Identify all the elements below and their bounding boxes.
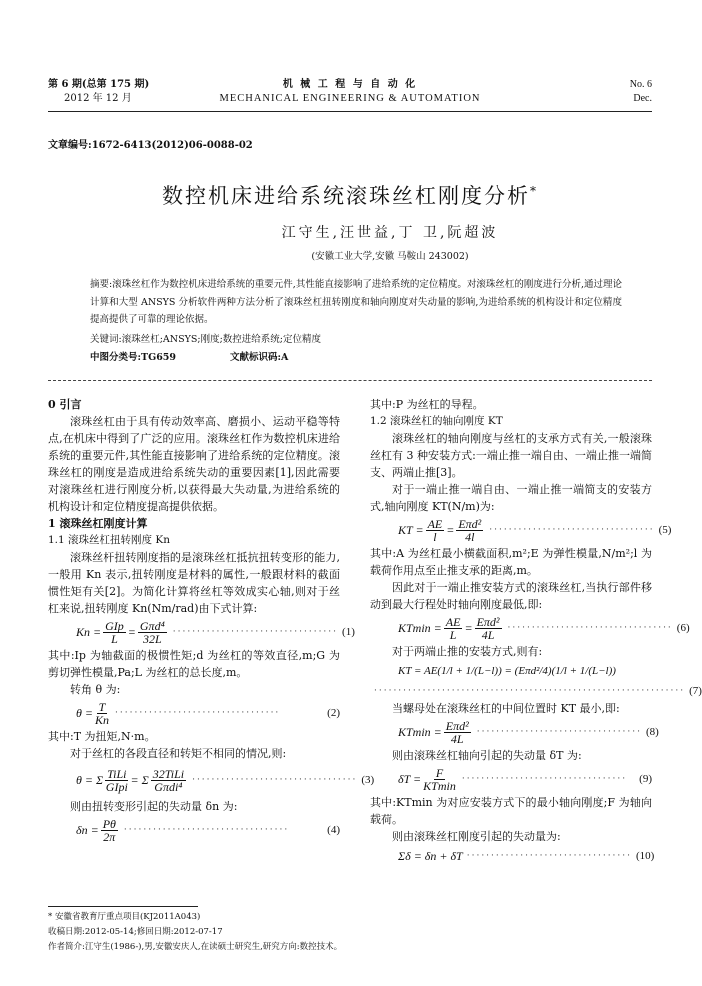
- received-dates: 收稿日期:2012-05-14;修回日期:2012-07-17: [48, 927, 223, 937]
- title-text: 数控机床进给系统滚珠丝杠刚度分析: [162, 184, 530, 208]
- fraction: [105, 768, 128, 793]
- fraction: [444, 720, 471, 745]
- paragraph: 其中:A 为丝杠最小横截面积,m²;E 为弹性模量,N/m²;l 为载荷作用点至止推支承的距离,m。: [370, 547, 652, 577]
- issue-info-en: [630, 78, 652, 106]
- clc-number: 中图分类号:TG659: [90, 352, 177, 363]
- numerator: T: [98, 699, 106, 714]
- footnote-rule: [48, 906, 198, 907]
- affiliation: (安徽工业大学,安徽 马鞍山 243002): [311, 251, 469, 262]
- page-title: [0, 180, 700, 210]
- fraction: [151, 768, 186, 793]
- equation-2: θ = $\frac{T}{Kn}$ ·································· (2): [76, 699, 340, 727]
- authors: 江守生,汪世益,丁 卫,阮超波: [281, 225, 499, 241]
- numerator: TiLi: [107, 766, 127, 781]
- document-code: 文献标识码:A: [230, 352, 289, 363]
- funding-note: * 安徽省教育厅重点项目(KJ2011A043): [48, 912, 201, 922]
- paragraph: 滚珠丝杆扭转刚度指的是滚珠丝杠抵抗扭转变形的能力,一般用 Kn 表示,扭转刚度是材料的属性,一般跟材料的截面惯性矩有关[2]。为简化计算将丝杠等效成实心轴,则对于丝杠来说,扭转刚度 Kn(Nm/rad)由下式计算:: [48, 551, 340, 615]
- eq-lhs: δn =: [76, 822, 99, 837]
- equation-7: [370, 660, 652, 682]
- numerator: F: [435, 765, 444, 780]
- equation-number: (1): [342, 625, 355, 638]
- equation-number: (5): [658, 523, 672, 536]
- equation-number: (2): [327, 706, 340, 719]
- left-column: [48, 396, 375, 845]
- numerator: Pθ: [102, 816, 116, 831]
- denominator: 2π: [103, 829, 116, 844]
- journal-name-cn: 机 械 工 程 与 自 动 化: [282, 79, 418, 90]
- issue-number-en: No. 6: [629, 79, 652, 90]
- keywords: 关键词:滚珠丝杠;ANSYS;刚度;数控进给系统;定位精度: [90, 334, 321, 345]
- article-number: 文章编号:1672-6413(2012)06-0088-02: [48, 140, 253, 151]
- fraction: [426, 518, 445, 543]
- equation-5: KT = $\frac{AE}{l}$ = $\frac{\text{Eπd²}}{4l}$ ·································· (5): [398, 516, 672, 544]
- eq-lhs: θ = Σ: [76, 772, 104, 787]
- numerator: Eπd²: [476, 614, 500, 629]
- numerator: Eπd²: [458, 516, 482, 531]
- equation-6: KTmin = $\frac{AE}{L}$ = $\frac{\text{Eπd²}}{4L}$ ·································· (6): [398, 614, 690, 642]
- issue-date-en: Dec.: [633, 93, 652, 104]
- paragraph: 对于一端止推一端自由、一端止推一端简支的安装方式,轴向刚度 KT(N/m)为:: [370, 483, 652, 513]
- denominator: l: [433, 529, 437, 544]
- fraction: [456, 518, 483, 543]
- fraction: [444, 616, 463, 641]
- paragraph: 其中:KTmin 为对应安装方式下的最小轴向刚度;F 为轴向载荷。: [370, 796, 652, 826]
- eq-expression: KT = AE(1/l + 1/(L−l)) = (Eπd²/4)(1/l + 1/(L−l)): [398, 664, 616, 677]
- fraction: [103, 620, 126, 645]
- equation-number: (3): [361, 773, 375, 786]
- equation-3: θ = Σ $\frac{\text{TiLi}}{\text{GIpi}}$ = Σ $\frac{\text{32TiLi}}{\text{Gπdi⁴}}$ ·································· (3): [76, 766, 375, 794]
- denominator: 32L: [142, 631, 162, 646]
- equation-4: δn = $\frac{P\theta}{2\pi}$ ·································· (4): [76, 816, 340, 844]
- abstract-divider: [48, 380, 652, 381]
- paragraph: 则由扭转变形引起的失动量 δn 为:: [70, 800, 238, 813]
- fraction: [138, 620, 167, 645]
- eq-lhs: KTmin =: [398, 620, 442, 635]
- header-rule: [48, 111, 652, 112]
- subsection-heading: 1.1 滚珠丝杠扭转刚度 Kn: [48, 534, 170, 546]
- equation-9: δT = $\frac{F}{KTmin}$ ·································· (9): [398, 765, 652, 793]
- paragraph: 则由滚珠丝杠刚度引起的失动量为:: [392, 830, 561, 843]
- equation-number: (6): [676, 621, 690, 634]
- equation-number: (4): [327, 823, 340, 836]
- numerator: AE: [427, 516, 443, 531]
- denominator: Gπdi⁴: [154, 779, 183, 794]
- section-heading: 0 引言: [48, 398, 82, 411]
- fraction: [101, 818, 118, 843]
- author-bio: 作者简介:江守生(1986-),男,安徽安庆人,在读硕士研究生,研究方向:数控技术。: [48, 942, 343, 952]
- paragraph: 滚珠丝杠由于具有传动效率高、磨损小、运动平稳等特点,在机床中得到了广泛的应用。滚珠丝杠作为数控机床进给系统的重要元件,其性能直接影响了进给系统的定位精度。滚珠丝杠的刚度是造成进给系统失动的重要因素[1],因此需要对滚珠丝杠进行刚度分析,以获得最大失动量,为进给系统的机构设计和定位精度提高提供依据。: [48, 415, 340, 513]
- denominator: L: [449, 627, 457, 642]
- section-heading: 1 滚珠丝杠刚度计算: [48, 517, 148, 530]
- issue-date: 2012 年 12 月: [64, 93, 132, 104]
- subsection-heading: 1.2 滚珠丝杠的轴向刚度 KT: [370, 415, 503, 427]
- equation-number: (8): [646, 725, 659, 738]
- denominator: 4L: [450, 731, 464, 746]
- denominator: KTmin: [423, 778, 456, 793]
- equation-1: Kn = $\frac{\text{GIp}}{L}$ = $\frac{\text{Gπd⁴}}{32L}$ ·································· (1): [76, 618, 355, 646]
- paragraph: 对于两端止推的安装方式,则有:: [392, 645, 543, 658]
- equation-7-number-line: ································································ (7): [370, 682, 652, 700]
- issue-number: 第 6 期(总第 175 期): [48, 79, 150, 90]
- eq-expression: Σδ = δn + δT: [398, 848, 463, 863]
- denominator: GIpi: [105, 779, 128, 794]
- paragraph: 因此对于一端止推安装方式的滚珠丝杠,当执行部件移动到最大行程处时轴向刚度最低,即:: [370, 581, 652, 611]
- numerator: Eπd²: [445, 718, 469, 733]
- right-column: [370, 396, 702, 867]
- denominator: L: [111, 631, 118, 646]
- journal-name-en: MECHANICAL ENGINEERING & AUTOMATION: [219, 93, 481, 104]
- numerator: 32TiLi: [152, 766, 185, 781]
- footnotes: [48, 910, 652, 955]
- paragraph: 其中:P 为丝杠的导程。: [370, 398, 484, 411]
- eq-lhs: θ =: [76, 705, 93, 720]
- paragraph: 当螺母处在滚珠丝杠的中间位置时 KT 最小,即:: [392, 702, 620, 715]
- eq-lhs: KT =: [398, 522, 424, 537]
- numerator: Gπd⁴: [139, 618, 165, 633]
- abstract: 摘要:滚珠丝杠作为数控机床进给系统的重要元件,其性能直接影响了进给系统的定位精度。对滚珠丝杠的刚度进行分析,通过理论计算和大型 ANSYS 分析软件两种方法分析了滚珠丝杠扭转刚度和轴向刚度对失动量的影响,为进给系统的机构设计和定位精度提高提供了可靠的理论依据。: [90, 279, 622, 325]
- paragraph: 其中:T 为扭矩,N·m。: [48, 730, 156, 743]
- equation-10: Σδ = δn + δT ·································· (10): [398, 848, 655, 863]
- fraction: [475, 616, 502, 641]
- title-footnote-mark: *: [530, 184, 538, 198]
- denominator: Kn: [95, 712, 110, 727]
- fraction: [423, 767, 456, 792]
- issue-info: [48, 78, 149, 106]
- eq-lhs: KTmin =: [398, 724, 442, 739]
- denominator: 4l: [465, 529, 475, 544]
- eq-lhs: Kn =: [76, 624, 102, 639]
- equation-number: (7): [689, 684, 702, 697]
- equation-8: KTmin = $\frac{\text{Eπd²}}{4L}$ ·································· (8): [398, 718, 659, 746]
- fraction: [95, 701, 109, 726]
- eq-middle: = Σ: [130, 772, 149, 787]
- paragraph: 则由滚珠丝杠轴向引起的失动量 δT 为:: [392, 749, 582, 762]
- paragraph: 对于丝杠的各段直径和转矩不相同的情况,则:: [70, 747, 287, 760]
- numerator: GIp: [105, 618, 124, 633]
- journal-name: [200, 78, 500, 106]
- paragraph: 其中:Ip 为轴截面的极惯性矩;d 为丝杠的等效直径,m;G 为剪切弹性模量,Pa;L 为丝杠的总长度,m。: [48, 649, 340, 679]
- denominator: 4L: [481, 627, 495, 642]
- eq-lhs: δT =: [398, 771, 422, 786]
- paragraph: 滚珠丝杠的轴向刚度与丝杠的支承方式有关,一般滚珠丝杠有 3 种安装方式:一端止推一端自由、一端止推一端简支、两端止推[3]。: [370, 432, 652, 479]
- numerator: AE: [445, 614, 461, 629]
- paragraph: 转角 θ 为:: [70, 683, 121, 696]
- equation-number: (10): [636, 849, 655, 862]
- equation-number: (9): [639, 772, 652, 785]
